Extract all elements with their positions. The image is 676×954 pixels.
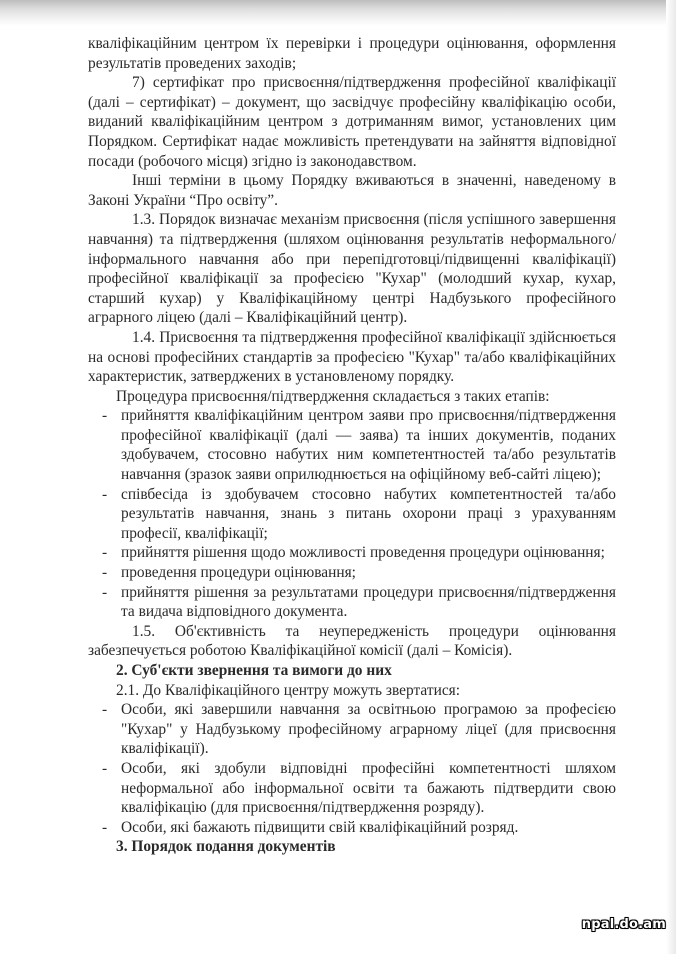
paragraph-2-1: 2.1. До Кваліфікаційного центру можуть звертатися:	[116, 681, 461, 699]
list-item	[88, 818, 616, 838]
list-item-text: проведення процедури оцінювання;	[121, 564, 356, 582]
bullet-dash: -	[102, 564, 108, 582]
list-item	[88, 700, 616, 759]
stages-list	[88, 406, 616, 622]
list-item	[88, 759, 616, 818]
bullet-dash: -	[102, 701, 108, 719]
bullet-dash: -	[102, 544, 108, 562]
list-item	[88, 543, 616, 563]
bullet-dash: -	[102, 759, 108, 777]
site-watermark: npal.do.am	[581, 917, 666, 932]
list-item	[88, 563, 616, 583]
list-item	[88, 485, 616, 544]
section-3-heading: 3. Порядок подання документів	[116, 838, 336, 856]
applicants-list	[88, 700, 616, 837]
document-page	[88, 34, 616, 857]
scan-right-shadow	[666, 0, 676, 954]
list-item-text: прийняття рішення за результатами процедури присвоєння/підтвердження та видача відповідного документа.	[121, 583, 616, 621]
paragraph-1-4: 1.4. Присвоєння та підтвердження професійної кваліфікації здійснюється на основі професійних стандартів за професією "Кухар" та/або кваліфікаційних характеристик, затверджених в установленому порядку.	[88, 328, 616, 386]
list-item	[88, 583, 616, 622]
scan-top-shadow	[0, 0, 676, 26]
paragraph-1-5: 1.5. Об'єктивність та неупередженість процедури оцінювання забезпечується роботою Кваліфікаційної комісії (далі – Комісія).	[88, 622, 616, 660]
list-item-text: прийняття кваліфікаційним центром заяви про присвоєння/підтвердження професійної кваліфікації (далі — заява) та інших документів, поданих здобувачем, стосовно набутих ним компетентностей та/або результатів навчання (зразок заяви оприлюднюється на офіційному веб-сайті ліцею);	[121, 407, 616, 484]
section-2-heading: 2. Суб'єкти звернення та вимоги до них	[116, 662, 392, 679]
paragraph-continuation: кваліфікаційним центром їх перевірки і процедури оцінювання, оформлення результатів проведених заходів;	[88, 35, 616, 72]
paragraph-1-3: 1.3. Порядок визначає механізм присвоєння (після успішного завершення навчання) та підтвердження (шляхом оцінювання результатів неформального/інформального навчання або при перепідготовці/підвищенні кваліфікації) професійної кваліфікації за професією "Кухар" (молодший кухар, кухар, старший кухар) у Кваліфікаційному центрі Надбузького професійного аграрного ліцею (далі – Кваліфікаційний центр).	[88, 211, 616, 327]
bullet-dash: -	[102, 583, 108, 601]
bullet-dash: -	[102, 407, 108, 425]
list-item-text: прийняття рішення щодо можливості проведення процедури оцінювання;	[121, 544, 605, 562]
bullet-dash: -	[102, 485, 108, 503]
paragraph-certificate-definition: 7) сертифікат про присвоєння/підтвердження професійної кваліфікації (далі – сертифікат) – документ, що засвідчує професійну кваліфікацію особи, виданий кваліфікаційним центром з дотриманням вимог, установлених цим Порядком. Сертифікат надає можливість претендувати на зайняття відповідної посади (робочого місця) згідно із законодавством.	[88, 74, 616, 170]
list-item	[88, 406, 616, 484]
list-item-text: Особи, які завершили навчання за освітньою програмою за професією "Кухар" у Надбузькому професійному аграрному ліцеї (для присвоєння кваліфікації).	[121, 701, 616, 758]
list-item-text: Особи, які бажають підвищити свій кваліфікаційний розряд.	[121, 818, 519, 836]
paragraph-other-terms: Інші терміни в цьому Порядку вживаються в значенні, наведеному в Законі України “Про освіту”.	[88, 172, 616, 209]
list-item-text: співбесіда із здобувачем стосовно набутих компетентностей та/або результатів навчання, знань з питань охорони праці з урахуванням професії, кваліфікації;	[121, 485, 616, 542]
paragraph-procedure-stages-intro: Процедура присвоєння/підтвердження складається з таких етапів:	[116, 387, 550, 405]
list-item-text: Особи, які здобули відповідні професійні компетентності шляхом неформальної або інформальної освіти та бажають підтвердити свою кваліфікацію (для присвоєння/підтвердження розряду).	[121, 759, 616, 817]
bullet-dash: -	[102, 818, 108, 836]
